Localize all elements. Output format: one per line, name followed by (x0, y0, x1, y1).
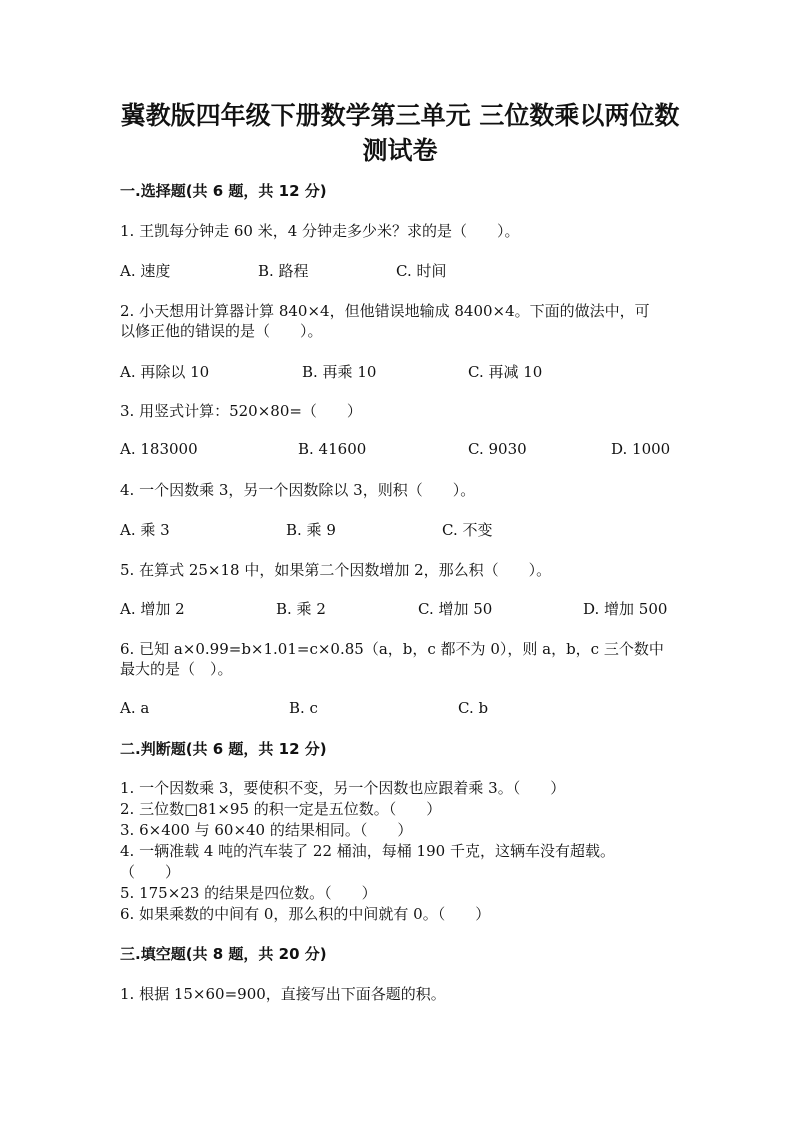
judgment-line-6: 6. 如果乘数的中间有 0，那么积的中间就有 0。（ ） (120, 905, 491, 923)
question-6-option-c: C. b (458, 699, 489, 717)
question-2-option-c: C. 再减 10 (468, 363, 543, 381)
question-1-option-a: A. 速度 (120, 262, 171, 280)
judgment-line-5: 5. 175×23 的结果是四位数。（ ） (120, 884, 377, 902)
question-6-option-a: A. a (120, 699, 150, 717)
question-4-option-a: A. 乘 3 (120, 521, 170, 539)
question-3-option-a: A. 183000 (120, 440, 198, 458)
question-2-option-b: B. 再乘 10 (302, 363, 377, 381)
question-5-text: 5. 在算式 25×18 中，如果第二个因数增加 2，那么积（ ）。 (120, 561, 552, 579)
judgment-line-4-continued: （ ） (120, 863, 181, 881)
question-5-option-b: B. 乘 2 (276, 600, 326, 618)
question-4-option-c: C. 不变 (442, 521, 493, 539)
question-5-option-d: D. 增加 500 (583, 600, 668, 618)
question-1-option-c: C. 时间 (396, 262, 447, 280)
fill-in-question-1: 1. 根据 15×60=900，直接写出下面各题的积。 (120, 985, 446, 1003)
question-3-option-d: D. 1000 (611, 440, 671, 458)
section-heading-judgment: 二.判断题(共 6 题，共 12 分) (120, 740, 327, 758)
judgment-line-2: 2. 三位数□81×95 的积一定是五位数。（ ） (120, 800, 442, 818)
question-6-text-line-2: 最大的是（ ）。 (120, 660, 233, 678)
question-2-option-a: A. 再除以 10 (120, 363, 210, 381)
question-5-option-a: A. 增加 2 (120, 600, 185, 618)
judgment-line-3: 3. 6×400 与 60×40 的结果相同。（ ） (120, 821, 413, 839)
question-6-option-b: B. c (289, 699, 318, 717)
document-title-line-1: 冀教版四年级下册数学第三单元 三位数乘以两位数 (120, 101, 680, 130)
question-4-option-b: B. 乘 9 (286, 521, 336, 539)
judgment-line-1: 1. 一个因数乘 3，要使积不变，另一个因数也应跟着乘 3。（ ） (120, 779, 566, 797)
question-5-option-c: C. 增加 50 (418, 600, 493, 618)
question-1-text: 1. 王凯每分钟走 60 米，4 分钟走多少米？求的是（ ）。 (120, 222, 520, 240)
question-3-option-c: C. 9030 (468, 440, 527, 458)
question-6-text-line-1: 6. 已知 a×0.99=b×1.01=c×0.85（a，b，c 都不为 0），则 a，b，c 三个数中 (120, 640, 664, 658)
judgment-line-4: 4. 一辆准载 4 吨的汽车装了 22 桶油，每桶 190 千克，这辆车没有超载。 (120, 842, 615, 860)
question-2-text-line-2: 以修正他的错误的是（ ）。 (120, 322, 323, 340)
question-3-text: 3. 用竖式计算：520×80=（ ） (120, 402, 362, 420)
question-2-text-line-1: 2. 小天想用计算器计算 840×4，但他错误地输成 8400×4。下面的做法中，可 (120, 302, 650, 320)
document-title-line-2: 测试卷 (362, 136, 438, 165)
question-3-option-b: B. 41600 (298, 440, 367, 458)
section-heading-fill-in: 三.填空题(共 8 题，共 20 分) (120, 945, 327, 963)
question-1-option-b: B. 路程 (258, 262, 309, 280)
section-heading-choice: 一.选择题(共 6 题，共 12 分) (120, 182, 327, 200)
question-4-text: 4. 一个因数乘 3，另一个因数除以 3，则积（ ）。 (120, 481, 476, 499)
